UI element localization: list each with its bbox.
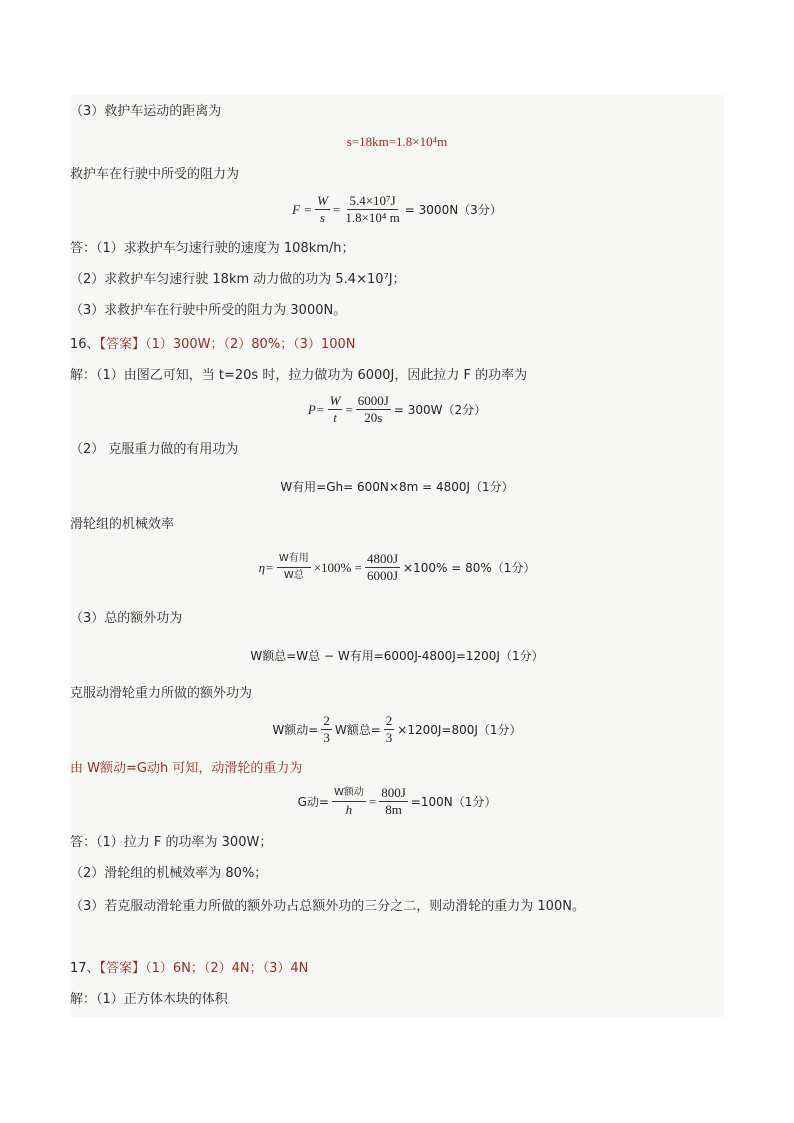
formula-part: 3 [323, 730, 330, 745]
formula-pulley-weight [70, 785, 724, 818]
formula-part: W [329, 393, 341, 408]
formula-part: W有用 [277, 551, 311, 568]
text-line: （3）救护车运动的距离为 [70, 104, 222, 119]
formula-part: 2 [385, 713, 393, 728]
formula-part: ×100% = 80%（1分） [403, 561, 536, 575]
text-line: 克服动滑轮重力所做的额外功为 [70, 686, 253, 701]
formula-part: W总 [283, 570, 304, 581]
formula-part: 20s [364, 410, 383, 425]
formula-part: 1.8×10⁴ m [345, 210, 400, 225]
answer-tag: 【答案】 [99, 961, 146, 976]
formula-part: 5.4×10⁷J [349, 193, 396, 208]
answer-tag: 【答案】 [99, 337, 146, 352]
formula-resistance: F = $\frac{W}{s}$ = $\frac{\text{5.4×10⁷J}}{\text{1.8×10⁴ m}}$ = 3000N（3分） [292, 193, 502, 225]
formula-part: =100N（1分） [410, 795, 497, 809]
formula-part: W额总= [334, 723, 381, 737]
formula-part: W额动= [272, 723, 319, 737]
text-line: （3）求救护车在行驶中所受的阻力为 3000N。 [70, 303, 347, 318]
question-number: 16、 [70, 337, 100, 352]
text-line: （2）滑轮组的机械效率为 80%； [70, 866, 268, 881]
formula-part: = 300W（2分） [393, 403, 487, 417]
formula-distance: s=18km=1.8×10⁴m [346, 134, 448, 149]
text-line: 答：（1）拉力 F 的功率为 300W； [70, 835, 273, 850]
text-line: （2）求救护车匀速行驶 18km 动力做的功为 5.4×10⁷J； [70, 272, 406, 287]
formula-part: ×1200J=800J（1分） [397, 723, 522, 737]
answer-header-17 [70, 960, 724, 978]
answer-header-16 [70, 336, 724, 354]
text-line: 救护车在行驶中所受的阻力为 [70, 167, 240, 182]
formula-part: = [368, 793, 377, 809]
formula-part: P= [307, 401, 325, 417]
text-line: （3）若克服动滑轮重力所做的额外功占总额外功的三分之二，则动滑轮的重力为 100N。 [70, 899, 585, 914]
text-line: （2） 克服重力做的有用功为 [70, 442, 239, 457]
text-line: 解：（1）由图乙可知，当 t=20s 时，拉力做功为 6000J，因此拉力 F 的功率为 [70, 368, 528, 383]
formula-part: W额动 [332, 785, 366, 802]
text-line: 答：（1）求救护车匀速行驶的速度为 108km/h； [70, 241, 355, 256]
formula-part: 800J [381, 785, 406, 800]
formula-extra-work: W额总=W总 − W有用=6000J-4800J=1200J（1分） [250, 649, 544, 663]
formula-part: ×100% = [313, 559, 362, 575]
text-line: 滑轮组的机械效率 [70, 517, 175, 532]
formula-part: G动= [297, 795, 329, 809]
formula-part: 8m [385, 802, 402, 817]
formula-part: = 3000N（3分） [404, 203, 502, 217]
formula-pulley-work [70, 713, 724, 746]
text-line: （3）总的额外功为 [70, 611, 183, 626]
formula-part: F = [292, 201, 313, 217]
formula-part: η= [258, 559, 274, 575]
formula-efficiency [70, 551, 724, 584]
formula-part: 2 [323, 713, 330, 728]
question-number: 17、 [70, 961, 100, 976]
answer-values: （1）300W；（2）80%；（3）100N [145, 337, 356, 352]
formula-power: P= $\frac{W}{t}$ = $\frac{6000J}{20s}$ = 300W（2分） [307, 393, 487, 425]
formula-part: 6000J [357, 393, 389, 408]
text-line: 由 W额动=G动h 可知，动滑轮的重力为 [70, 761, 303, 776]
answer-values: （1）6N；（2）4N；（3）4N [145, 961, 309, 976]
formula-part: W [317, 193, 328, 208]
formula-part: 4800J [366, 551, 399, 566]
text-line: 解：（1）正方体木块的体积 [70, 992, 228, 1007]
formula-part: h [345, 802, 353, 817]
formula-part: t [333, 410, 337, 425]
formula-part: s [320, 210, 326, 225]
formula-part: 3 [385, 730, 393, 745]
formula-part: 6000J [366, 568, 399, 583]
formula-useful-work: W有用=Gh= 600N×8m = 4800J（1分） [280, 480, 514, 494]
